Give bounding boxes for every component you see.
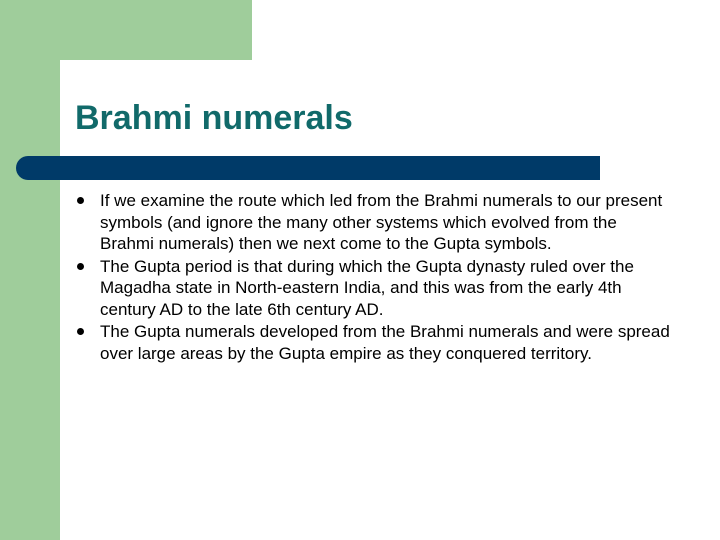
bullet-item-2	[75, 256, 675, 321]
bullet-dot-icon	[77, 328, 84, 335]
slide-title: Brahmi numerals	[75, 99, 353, 137]
bullet-dot-icon	[77, 263, 84, 270]
bullet-list	[75, 190, 675, 365]
bullet-text-1: If we examine the route which led from the Brahmi numerals to our present symbols (and ignore the many other systems which evolved from the Brahmi numerals) then we next come to the Gupta symbols.	[100, 191, 663, 253]
top-green-block	[60, 0, 252, 60]
bullet-dot-icon	[77, 197, 84, 204]
left-green-sidebar	[0, 0, 60, 540]
bullet-item-1	[75, 190, 675, 255]
bullet-item-3	[75, 321, 675, 364]
bullet-text-3: The Gupta numerals developed from the Brahmi numerals and were spread over large areas by the Gupta empire as they conquered territory.	[100, 322, 670, 363]
title-underline-bar	[16, 156, 600, 180]
bullet-text-2: The Gupta period is that during which the Gupta dynasty ruled over the Magadha state in North-eastern India, and this was from the early 4th century AD to the late 6th century AD.	[100, 256, 634, 319]
